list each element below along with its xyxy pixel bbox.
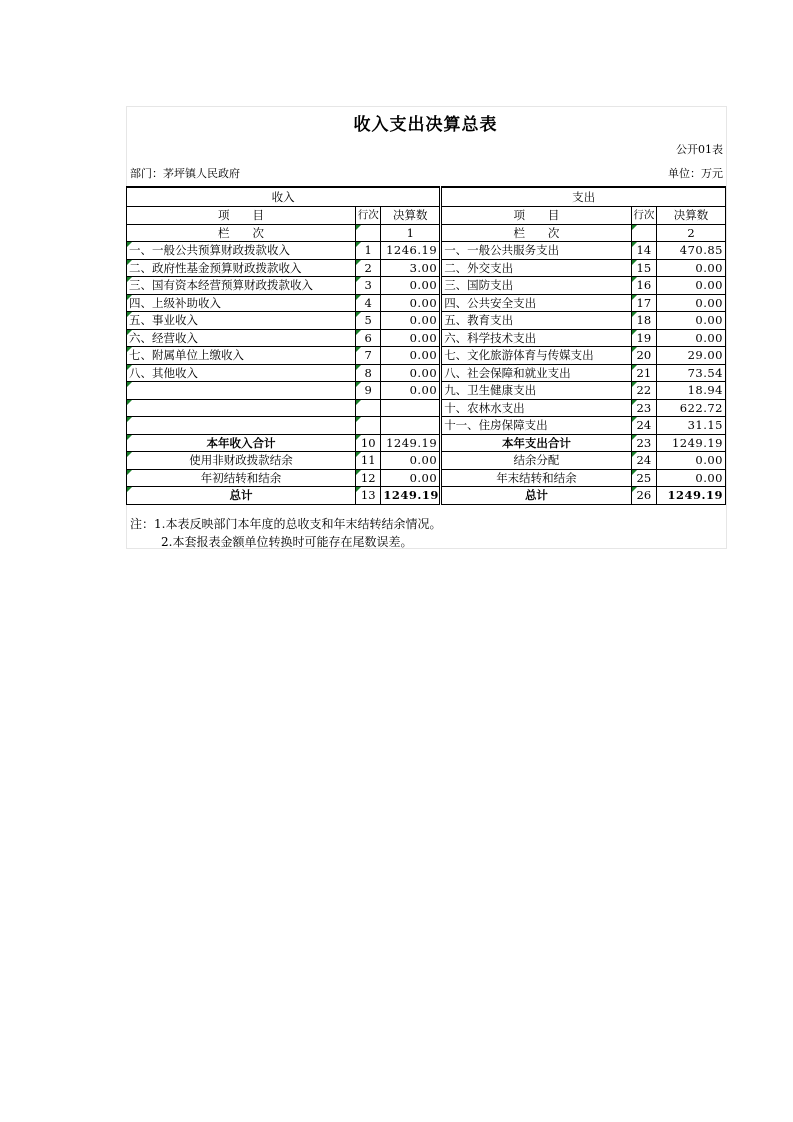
expense-item: 结余分配 — [442, 452, 632, 470]
budget-table — [126, 186, 726, 505]
income-amount: 0.00 — [381, 312, 440, 330]
column-index-row — [127, 224, 726, 242]
expense-amount: 470.85 — [657, 242, 726, 260]
income-item: 五、事业收入 — [127, 312, 356, 330]
income-amount: 0.00 — [381, 347, 440, 365]
expense-row-number: 25 — [631, 469, 656, 487]
income-row-number: 11 — [356, 452, 381, 470]
expense-amount: 31.15 — [657, 417, 726, 435]
income-row-number — [356, 399, 381, 417]
expense-amount: 622.72 — [657, 399, 726, 417]
income-row-number: 1 — [356, 242, 381, 260]
income-item: 总计 — [127, 487, 356, 505]
income-item: 二、政府性基金预算财政拨款收入 — [127, 259, 356, 277]
expense-row-number: 18 — [631, 312, 656, 330]
expense-row-number: 14 — [631, 242, 656, 260]
expense-row-number: 15 — [631, 259, 656, 277]
income-row-number: 5 — [356, 312, 381, 330]
income-amount: 1249.19 — [381, 487, 440, 505]
income-item: 八、其他收入 — [127, 364, 356, 382]
income-item: 六、经营收入 — [127, 329, 356, 347]
expense-amount: 0.00 — [657, 312, 726, 330]
expense-row-number: 21 — [631, 364, 656, 382]
expense-item: 十一、住房保障支出 — [442, 417, 632, 435]
expense-row-number: 24 — [631, 417, 656, 435]
table-row — [127, 259, 726, 277]
income-item: 本年收入合计 — [127, 434, 356, 452]
income-amount: 0.00 — [381, 382, 440, 400]
expense-item: 五、教育支出 — [442, 312, 632, 330]
table-row — [127, 242, 726, 260]
expense-amount: 0.00 — [657, 259, 726, 277]
expense-amount: 73.54 — [657, 364, 726, 382]
income-row-number: 3 — [356, 277, 381, 295]
table-row — [127, 382, 726, 400]
income-item: 三、国有资本经营预算财政拨款收入 — [127, 277, 356, 295]
expense-amount: 0.00 — [657, 294, 726, 312]
expense-item: 九、卫生健康支出 — [442, 382, 632, 400]
income-row-number: 13 — [356, 487, 381, 505]
income-row-number: 7 — [356, 347, 381, 365]
income-item — [127, 382, 356, 400]
income-label-cell: 栏 次 — [127, 224, 356, 242]
expense-amount-header: 决算数 — [657, 207, 726, 225]
expense-item: 六、科学技术支出 — [442, 329, 632, 347]
income-row-number: 12 — [356, 469, 381, 487]
table-row — [127, 312, 726, 330]
expense-item: 年末结转和结余 — [442, 469, 632, 487]
expense-row-number: 26 — [631, 487, 656, 505]
section-header-row — [127, 187, 726, 207]
expense-amount: 18.94 — [657, 382, 726, 400]
expense-row-number: 23 — [631, 399, 656, 417]
expense-header: 支出 — [442, 187, 726, 207]
expense-amount: 1249.19 — [657, 434, 726, 452]
income-row-number — [356, 417, 381, 435]
income-item: 七、附属单位上缴收入 — [127, 347, 356, 365]
income-amount-header: 决算数 — [381, 207, 440, 225]
table-row — [127, 329, 726, 347]
column-header-row — [127, 207, 726, 225]
income-amount — [381, 399, 440, 417]
expense-item: 八、社会保障和就业支出 — [442, 364, 632, 382]
expense-row-number: 24 — [631, 452, 656, 470]
income-item: 年初结转和结余 — [127, 469, 356, 487]
income-amount: 1246.19 — [381, 242, 440, 260]
expense-item: 四、公共安全支出 — [442, 294, 632, 312]
income-amount: 1249.19 — [381, 434, 440, 452]
expense-item: 总计 — [442, 487, 632, 505]
income-row-number: 2 — [356, 259, 381, 277]
unit-label: 单位：万元 — [668, 167, 723, 180]
total-row — [127, 487, 726, 505]
expense-item-header: 项 目 — [442, 207, 632, 225]
expense-amount: 0.00 — [657, 452, 726, 470]
expense-item: 二、外交支出 — [442, 259, 632, 277]
table-row — [127, 277, 726, 295]
expense-row-number: 22 — [631, 382, 656, 400]
expense-amount: 1249.19 — [657, 487, 726, 505]
income-item: 使用非财政拨款结余 — [127, 452, 356, 470]
expense-amount: 29.00 — [657, 347, 726, 365]
expense-amount: 0.00 — [657, 329, 726, 347]
expense-label-cell: 栏 次 — [442, 224, 632, 242]
form-number: 公开01表 — [676, 143, 723, 156]
income-header: 收入 — [127, 187, 440, 207]
expense-row-number: 19 — [631, 329, 656, 347]
table-row — [127, 364, 726, 382]
table-row — [127, 347, 726, 365]
expense-item: 十、农林水支出 — [442, 399, 632, 417]
total-row — [127, 469, 726, 487]
expense-item: 三、国防支出 — [442, 277, 632, 295]
table-row — [127, 399, 726, 417]
note-1: 注：1.本表反映部门本年度的总收支和年末结转结余情况。 — [130, 517, 442, 531]
income-amount: 0.00 — [381, 277, 440, 295]
expense-row-number: 23 — [631, 434, 656, 452]
expense-item: 本年支出合计 — [442, 434, 632, 452]
income-amount: 0.00 — [381, 294, 440, 312]
income-item — [127, 417, 356, 435]
expense-row-number: 16 — [631, 277, 656, 295]
income-row-number: 4 — [356, 294, 381, 312]
table-row — [127, 417, 726, 435]
expense-item: 七、文化旅游体育与传媒支出 — [442, 347, 632, 365]
expense-row-number: 20 — [631, 347, 656, 365]
income-item — [127, 399, 356, 417]
income-amount: 0.00 — [381, 469, 440, 487]
income-amount — [381, 417, 440, 435]
table-row — [127, 294, 726, 312]
income-item-header: 项 目 — [127, 207, 356, 225]
income-amount: 0.00 — [381, 364, 440, 382]
expense-amount: 0.00 — [657, 277, 726, 295]
income-amount: 3.00 — [381, 259, 440, 277]
expense-row-number: 17 — [631, 294, 656, 312]
income-row-number: 10 — [356, 434, 381, 452]
income-item: 一、一般公共预算财政拨款收入 — [127, 242, 356, 260]
total-row — [127, 452, 726, 470]
sheet-bottom-line — [126, 548, 726, 549]
expense-item: 一、一般公共服务支出 — [442, 242, 632, 260]
page-title: 收入支出决算总表 — [353, 115, 498, 135]
note-2: 2.本套报表金额单位转换时可能存在尾数误差。 — [161, 535, 413, 549]
expense-row-header: 行次 — [631, 207, 656, 225]
income-amount: 0.00 — [381, 452, 440, 470]
income-row-number: 6 — [356, 329, 381, 347]
income-amount: 0.00 — [381, 329, 440, 347]
income-row-number: 9 — [356, 382, 381, 400]
expense-amount: 0.00 — [657, 469, 726, 487]
income-item: 四、上级补助收入 — [127, 294, 356, 312]
income-row-header: 行次 — [356, 207, 381, 225]
income-column-number: 1 — [381, 224, 440, 242]
department-label: 部门：茅坪镇人民政府 — [130, 167, 240, 180]
income-row-number: 8 — [356, 364, 381, 382]
total-row — [127, 434, 726, 452]
expense-column-number: 2 — [657, 224, 726, 242]
